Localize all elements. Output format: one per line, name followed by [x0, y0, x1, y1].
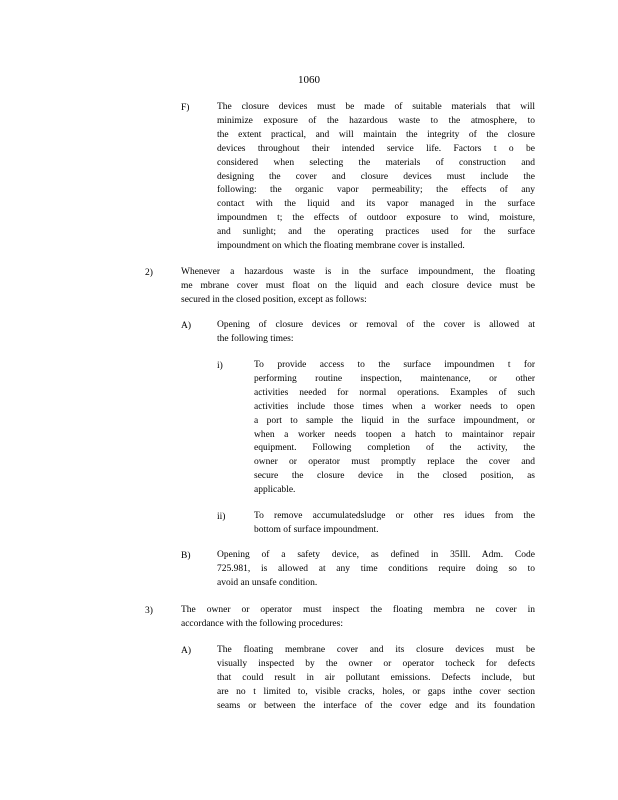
text-line: applicable.: [254, 485, 296, 496]
item-label: i): [217, 361, 223, 371]
text-line: Whenever a hazardous waste is in the surface impoundment, the floating: [181, 267, 535, 277]
text-line: avoid an unsafe condition.: [217, 577, 318, 588]
text-line: impoundmen t; the effects of outdoor exposure to wind, moisture,: [217, 213, 535, 224]
item-paragraph: [254, 510, 535, 538]
item-label: F): [181, 103, 190, 113]
item-paragraph: [217, 101, 535, 254]
text-line: Opening of a safety device, as defined in 35Ill. Adm. Code: [217, 550, 535, 560]
text-line: visually inspected by the owner or operator tocheck for defects: [217, 658, 535, 669]
text-line: considered when selecting the materials of construction and: [217, 157, 535, 168]
text-line: following: the organic vapor permeability; the effects of any: [217, 185, 535, 196]
text-line: impoundment on which the floating membrane cover is installed.: [217, 241, 465, 252]
text-line: The floating membrane cover and its closure devices must be: [217, 645, 535, 655]
text-line: designing the cover and closure devices must include the: [217, 171, 535, 182]
item-paragraph: [217, 549, 535, 591]
text-line: that could result in air pollutant emissions. Defects include, but: [217, 672, 535, 683]
item-label: A): [181, 321, 192, 331]
text-line: activities include those times when a worker needs to open: [254, 401, 535, 412]
item-paragraph: [254, 359, 535, 498]
item-label: B): [181, 551, 191, 561]
text-line: To provide access to the surface impoundmen t for: [254, 360, 535, 370]
text-line: a port to sample the liquid in the surface impoundment, or: [254, 415, 535, 426]
text-line: performing routine inspection, maintenance, or other: [254, 373, 535, 384]
item-label: A): [181, 646, 192, 656]
text-line: accordance with the following procedures:: [181, 618, 343, 629]
text-line: and sunlight; and the operating practices used for the surface: [217, 227, 535, 238]
item-paragraph: [181, 604, 535, 632]
text-line: seams or between the interface of the cover edge and its foundation: [217, 700, 535, 711]
page-number: 1060: [298, 74, 320, 86]
text-line: equipment. Following completion of the activity, the: [254, 443, 535, 454]
text-line: activities needed for normal operations. Examples of such: [254, 387, 535, 398]
text-line: the following times:: [217, 333, 294, 344]
text-line: devices throughout their intended service life. Factors t o be: [217, 143, 535, 154]
item-label: 3): [145, 606, 153, 616]
text-line: 725.981, is allowed at any time conditions require doing so to: [217, 563, 535, 574]
text-line: bottom of surface impoundment.: [254, 524, 379, 535]
text-line: secured in the closed position, except as follows:: [181, 294, 367, 305]
item-paragraph: [217, 644, 535, 714]
text-line: secure the closure device in the closed position, as: [254, 471, 535, 482]
text-line: The closure devices must be made of suitable materials that will: [217, 102, 535, 112]
text-line: To remove accumulatedsludge or other res idues from the: [254, 511, 535, 521]
item-paragraph: [217, 319, 535, 347]
text-line: are no t limited to, visible cracks, holes, or gaps inthe cover section: [217, 686, 535, 697]
text-line: the extent practical, and will maintain the integrity of the closure: [217, 129, 535, 140]
text-line: owner or operator must promptly replace the cover and: [254, 457, 535, 468]
text-line: when a worker needs toopen a hatch to maintainor repair: [254, 429, 535, 440]
item-paragraph: [181, 266, 535, 308]
item-label: 2): [145, 268, 153, 278]
text-line: Opening of closure devices or removal of the cover is allowed at: [217, 320, 535, 330]
text-line: contact with the liquid and its vapor managed in the surface: [217, 199, 535, 210]
text-line: The owner or operator must inspect the floating membra ne cover in: [181, 605, 535, 615]
text-line: minimize exposure of the hazardous waste to the atmosphere, to: [217, 115, 535, 126]
text-line: me mbrane cover must float on the liquid and each closure device must be: [181, 280, 535, 291]
item-label: ii): [217, 512, 226, 522]
